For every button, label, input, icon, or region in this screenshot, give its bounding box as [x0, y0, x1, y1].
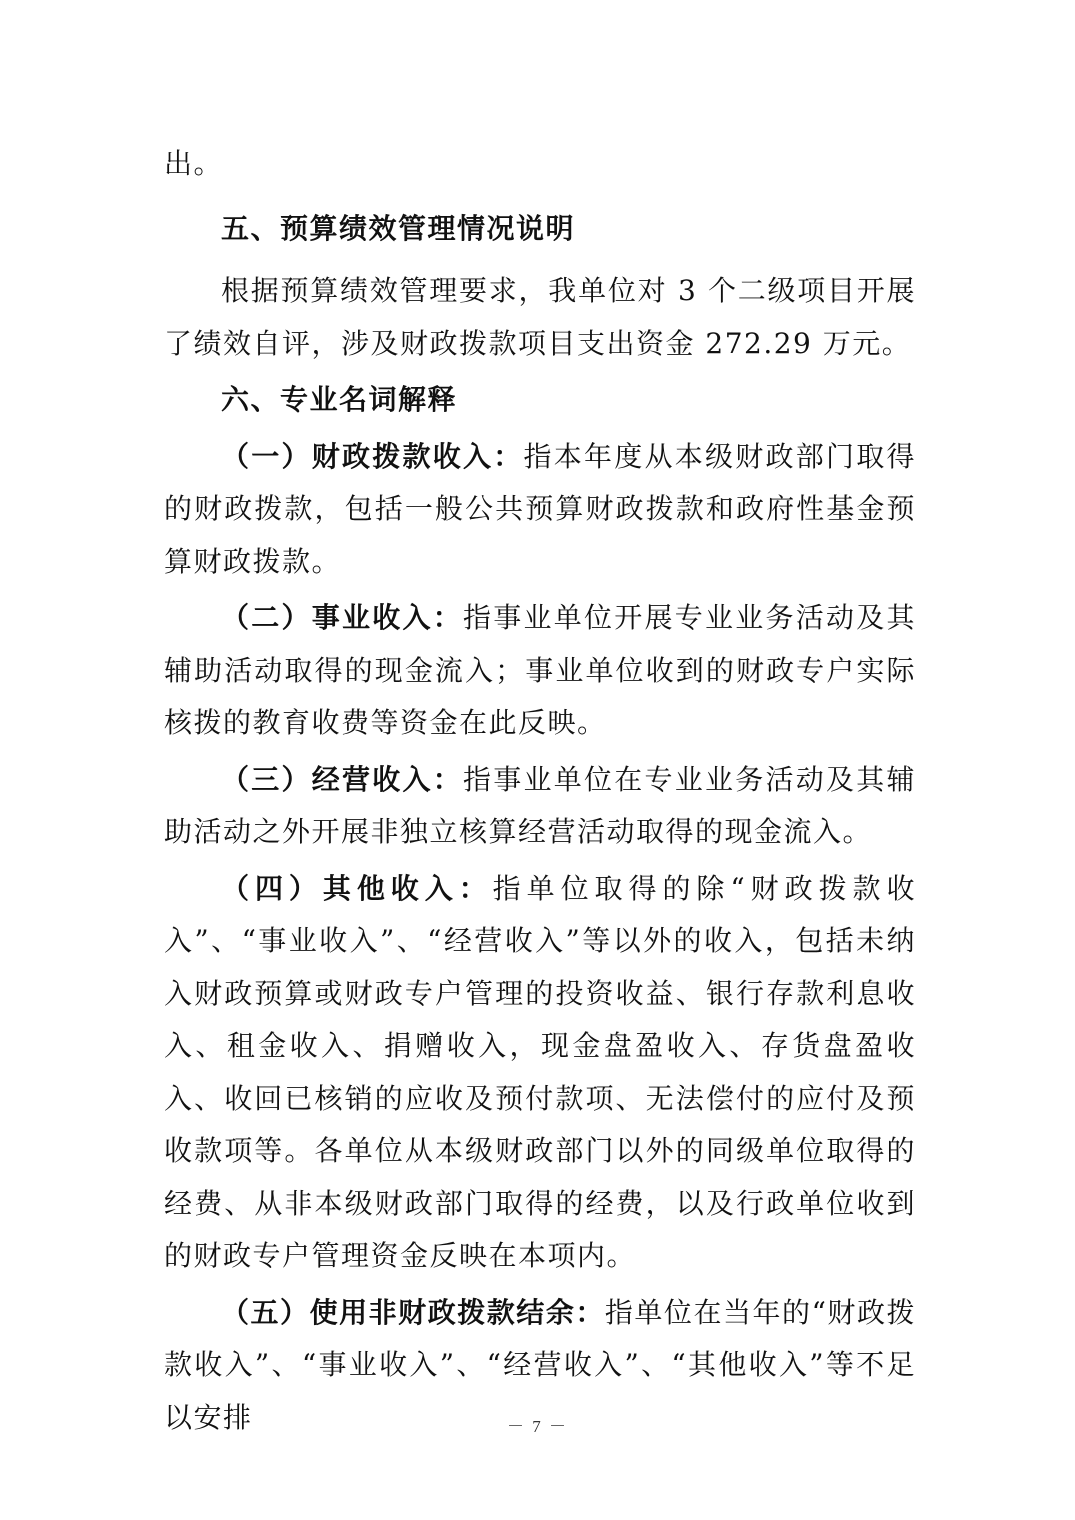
term-label-3: （三）经营收入： [221, 762, 463, 796]
term-label-5: （五）使用非财政拨款结余： [221, 1295, 605, 1329]
section5-paragraph [164, 265, 916, 370]
definition-text-1: 指本年度从本级财政部门取得的财政拨款，包括一般公共预算财政拨款和政府性基金预算财政拨款。 [164, 439, 916, 578]
definition-text-3: 指事业单位在专业业务活动及其辅助活动之外开展非独立核算经营活动取得的现金流入。 [164, 762, 916, 848]
page-number: － 7 － [507, 1417, 568, 1436]
term-label-1: （一）财政拨款收入： [221, 439, 524, 473]
definition-text-2: 指事业单位开展专业业务活动及其辅助活动取得的现金流入；事业单位收到的财政专户实际核拨的教育收费等资金在此反映。 [164, 601, 916, 739]
section-heading-5: 五、预算绩效管理情况说明 [221, 211, 576, 245]
definition-item-4 [164, 863, 916, 1283]
definition-text-4: 指单位取得的除“财政拨款收入”、“事业收入”、“经营收入”等以外的收入，包括未纳入财政预算或财政专户管理的投资收益、银行存款利息收入、租金收入、捐赠收入，现金盘盈收入、存货盘盈收入、收回已核销的应收及预付款项、无法偿付的应付及预收款项等。各单位从本级财政部门以外的同级单位取得的经费、从非本级财政部门取得的经费，以及行政单位收到的财政专户管理资金反映在本项内。 [164, 871, 916, 1272]
section5-text: 根据预算绩效管理要求，我单位对 3 个二级项目开展了绩效自评，涉及财政拨款项目支出资金 272.29 万元。 [164, 274, 916, 360]
definition-item-1 [164, 431, 916, 589]
section-heading-6: 六、专业名词解释 [221, 383, 458, 416]
page-content [164, 138, 916, 1444]
continued-text: 出。 [164, 147, 224, 180]
term-label-2: （二）事业收入： [221, 601, 463, 634]
term-label-4: （四）其他收入： [221, 871, 493, 905]
definition-item-3 [164, 754, 916, 859]
continued-paragraph [164, 138, 916, 191]
definition-text-5: 指单位在当年的“财政拨款收入”、“事业收入”、“经营收入”、“其他收入”等不足以安排 [164, 1295, 916, 1434]
definition-item-2 [164, 592, 916, 750]
